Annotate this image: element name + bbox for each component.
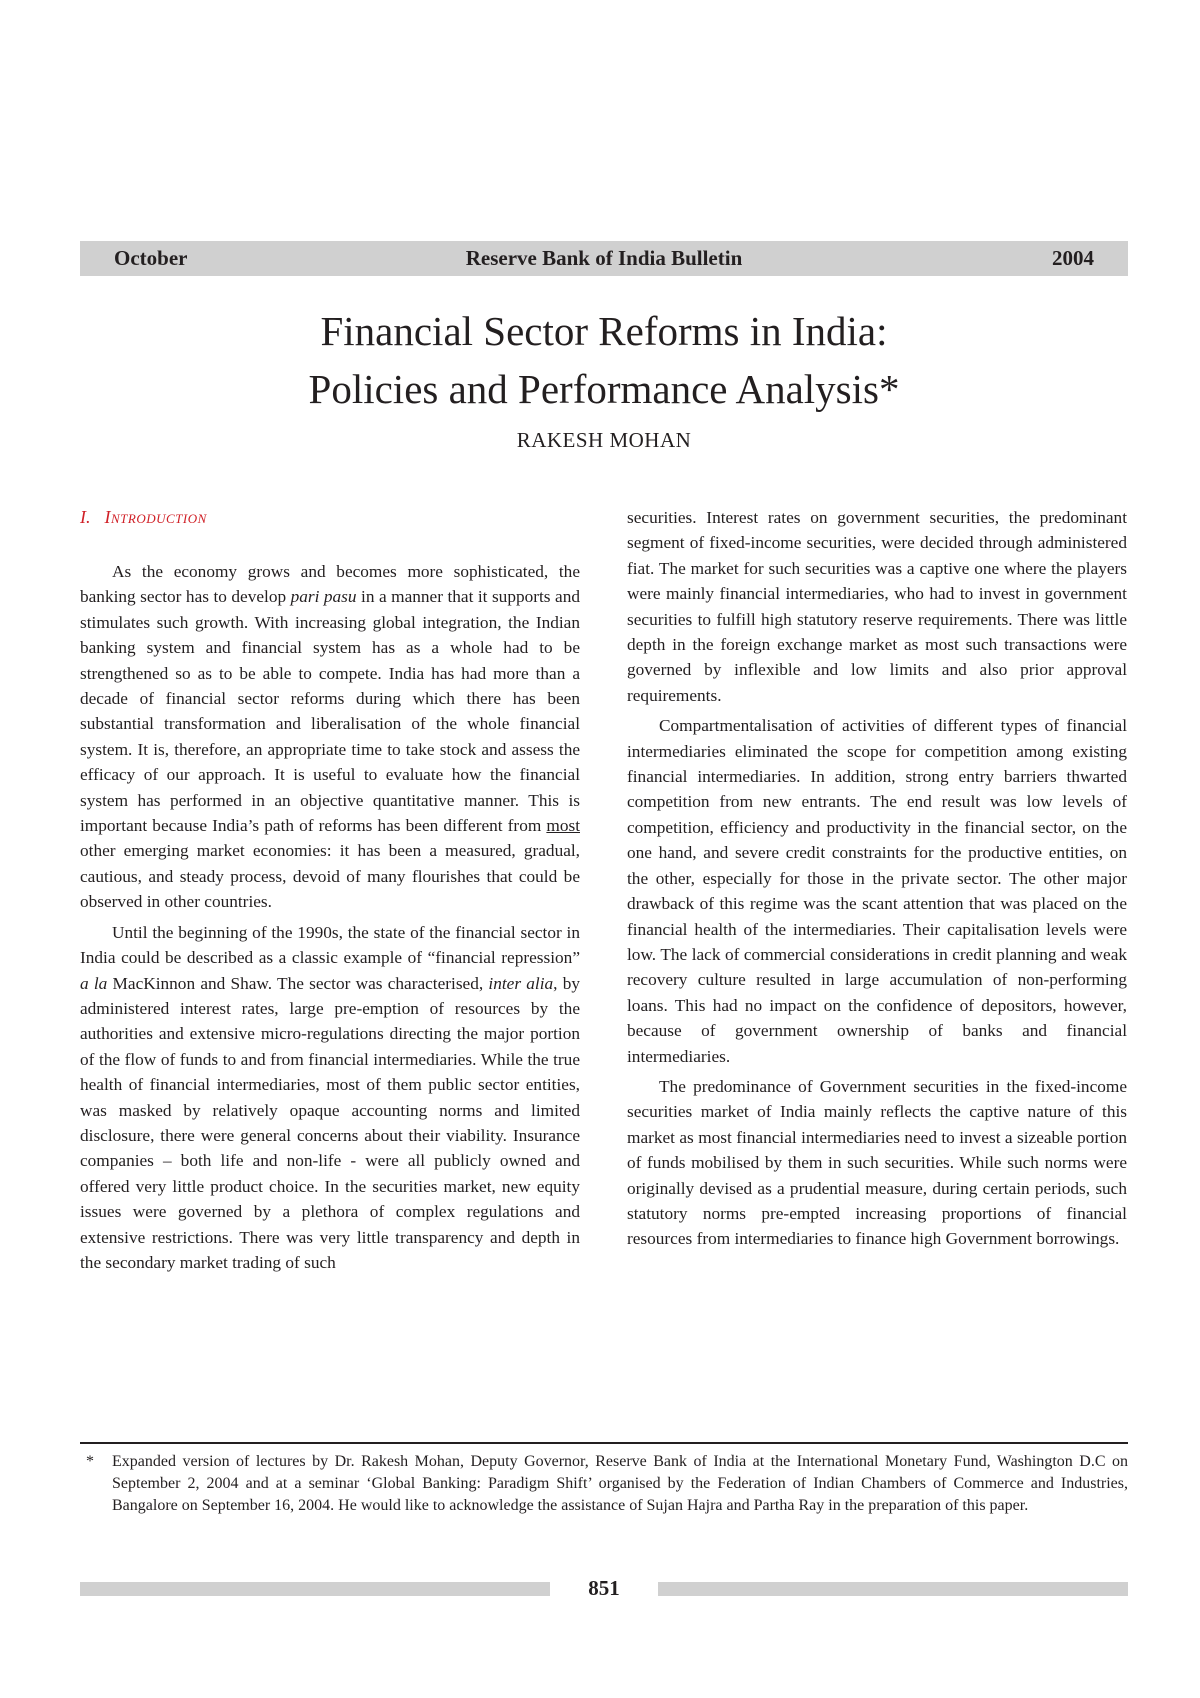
paragraph: The predominance of Government securities in the fixed-income securities market of India mainly reflects the captive nature of this market as most financial intermediaries need to invest a sizeable portion of funds mobilised by them in such securities. While such norms were originally devised as a prudential measure, during certain periods, such statutory norms pre-empted increasing proportions of financial resources from intermediaries to finance high Government borrowings. — [627, 1076, 1127, 1249]
title-line-1: Financial Sector Reforms in India: — [320, 308, 888, 354]
italic-term: pari pasu — [290, 587, 357, 607]
footer-bar-left — [80, 1582, 550, 1596]
footnote-divider — [80, 1442, 1128, 1444]
header-month: October — [114, 246, 188, 270]
paragraph-text: Until the beginning of the 1990s, the state of the financial sector in India could be described as a classic example of “financial repression” — [80, 922, 580, 968]
italic-term: inter alia — [488, 973, 554, 993]
header-year: 2004 — [1052, 246, 1094, 270]
left-column — [80, 505, 580, 1280]
paragraph-text: As the economy grows and becomes more sophisticated, the banking sector has to develop — [80, 562, 580, 607]
paragraph-text: MacKinnon and Shaw. The sector was characterised, — [107, 973, 489, 993]
author-name: RAKESH MOHAN — [516, 428, 692, 452]
footnote-text: Expanded version of lectures by Dr. Rakesh Mohan, Deputy Governor, Reserve Bank of India at the International Monetary Fund, Washington D.C on September 2, 2004 and at a seminar ‘Global Banking: Paradigm Shift’ organised by the Federation of Indian Chambers of Commerce and Industries, Bangalore on September 16, 2004. He would like to acknowledge the assistance of Sujan Hajra and Partha Ray in the preparation of this paper. — [112, 1453, 1128, 1514]
footer-bar-right — [658, 1582, 1128, 1596]
right-column — [627, 505, 1127, 1257]
running-header — [80, 241, 1128, 276]
paragraph-text: other emerging market economies: it has been a measured, gradual, cautious, and steady process, devoid of many flourishes that could be observed in other countries. — [80, 841, 580, 912]
paragraph-text: in a manner that it supports and stimulates such growth. With increasing global integration, the Indian banking system and financial system has as a whole had to be strengthened so as to be able to compete. India has had more than a decade of financial sector reforms during which there has been substantial transformation and liberalisation of the whole financial system. It is, therefore, an appropriate time to take stock and assess the efficacy of our approach. It is useful to evaluate how the financial system has performed in an objective quantitative manner. This is important because India’s path of reforms has been different from — [80, 587, 580, 836]
footnote — [80, 1451, 1128, 1517]
header-publication: Reserve Bank of India Bulletin — [465, 246, 743, 270]
section-title: Introduction — [104, 507, 207, 527]
paragraph — [80, 559, 580, 915]
paragraph: securities. Interest rates on government securities, the predominant segment of fixed-income securities, were decided through administered fiat. The market for such securities was a captive one where the players were mainly financial intermediaries, who had to invest in government securities to fulfill high statutory reserve requirements. There was little depth in the foreign exchange market as most such transactions were governed by inflexible and low limits and also prior approval requirements. — [627, 508, 1127, 705]
article-title — [80, 302, 1128, 418]
page-number: 851 — [588, 1576, 620, 1600]
section-heading — [80, 505, 580, 530]
title-line-2: Policies and Performance Analysis* — [308, 366, 900, 412]
paragraph — [80, 920, 580, 1276]
footnote-mark: * — [86, 1453, 94, 1470]
paragraph-text: , by administered interest rates, large pre-emption of resources by the authorities and extensive micro-regulations directing the major portion of the flow of funds to and from financial intermediaries. While the true health of financial intermediaries, most of them public sector entities, was masked by relatively opaque accounting norms and limited disclosure, there were general concerns about their viability. Insurance companies – both life and non-life - were all publicly owned and offered very little product choice. In the securities market, new equity issues were governed by a plethora of complex regulations and extensive restrictions. There was very little transparency and depth in the secondary market trading of such — [80, 973, 581, 1272]
paragraph: Compartmentalisation of activities of different types of financial intermediaries eliminated the scope for competition among existing financial intermediaries. In addition, strong entry barriers thwarted competition from new entrants. The end result was low levels of competition, efficiency and productivity in the financial sector, on the one hand, and severe credit constraints for the productive entities, on the other, especially for those in the private sector. The other major drawback of this regime was the scant attention that was placed on the financial health of the intermediaries. Their capitalisation levels were low. The lack of commercial considerations in credit planning and weak recovery culture resulted in large accumulation of non-performing loans. This had no impact on the confidence of depositors, however, because of government ownership of banks and financial intermediaries. — [627, 716, 1127, 1066]
section-number: I. — [80, 507, 91, 527]
italic-term: a la — [80, 973, 108, 993]
underlined-word: most — [546, 816, 580, 836]
